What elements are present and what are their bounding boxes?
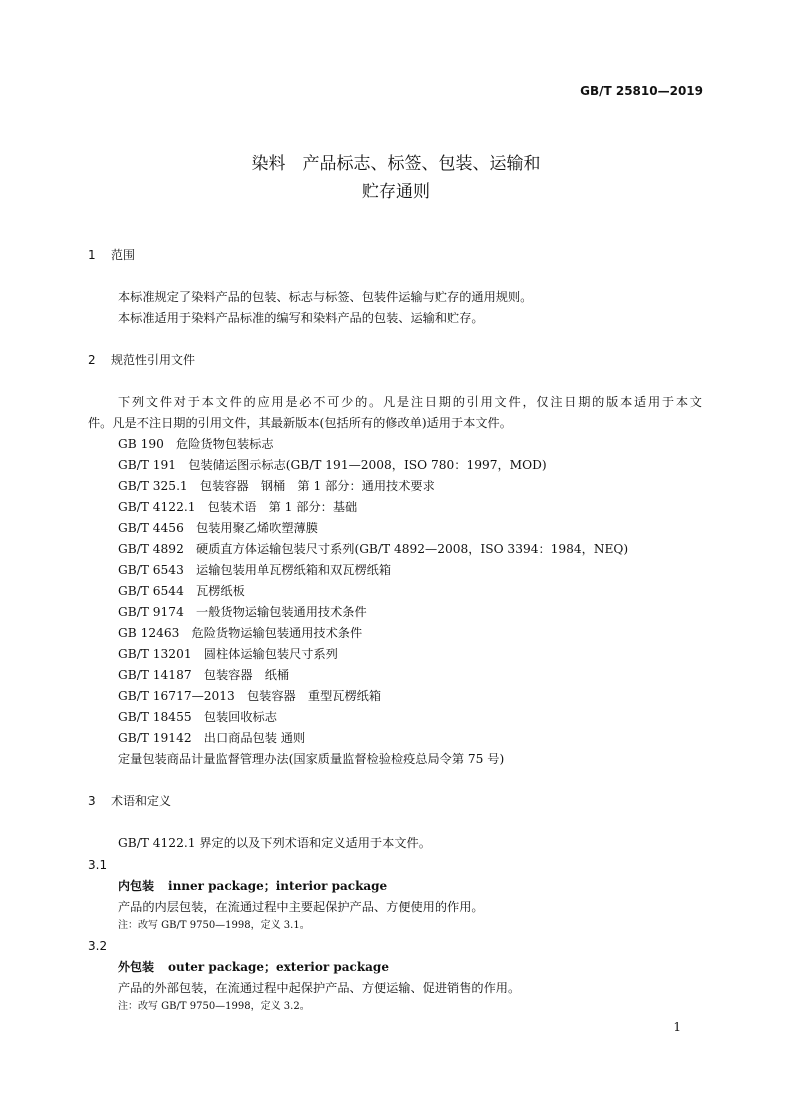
term-definition: 产品的内层包装，在流通过程中主要起保护产品、方便使用的作用。 (118, 900, 484, 914)
term-entry (118, 876, 387, 896)
page-number: 1 (673, 1020, 681, 1034)
term-note (118, 918, 310, 934)
reference-item: GB/T 18455 包装回收标志 (118, 710, 277, 724)
standard-number-header: GB/T 25810—2019 (580, 84, 703, 98)
terms-intro: GB/T 4122.1 界定的以及下列术语和定义适用于本文件。 (118, 836, 431, 850)
reference-item: GB/T 16717—2013 包装容器 重型瓦楞纸箱 (118, 689, 382, 703)
section-number: 3 (88, 794, 96, 808)
note-label: 注： (118, 920, 138, 931)
note-text: 改写 GB/T 9750—1998，定义 3.2。 (138, 1001, 310, 1012)
reference-item: GB/T 4122.1 包装术语 第 1 部分：基础 (118, 500, 358, 514)
note-text: 改写 GB/T 9750—1998，定义 3.1。 (138, 920, 310, 931)
scope-paragraph: 本标准规定了染料产品的包装、标志与标签、包装件运输与贮存的通用规则。 (118, 290, 533, 304)
references-intro-line: 下列文件对于本文件的应用是必不可少的。凡是注日期的引用文件，仅注日期的版本适用于本文 (118, 395, 702, 409)
term-english: inner package；interior package (168, 879, 388, 893)
reference-item: GB 190 危险货物包装标志 (118, 437, 274, 451)
scope-paragraph: 本标准适用于染料产品标准的编写和染料产品的包装、运输和贮存。 (118, 311, 484, 325)
section-number: 2 (88, 353, 96, 367)
reference-item: GB/T 325.1 包装容器 钢桶 第 1 部分：通用技术要求 (118, 479, 435, 493)
document-title-line-1: 染料 产品标志、标签、包装、运输和 (251, 154, 541, 174)
reference-item: GB/T 14187 包装容器 纸桶 (118, 668, 290, 682)
reference-item: GB/T 19142 出口商品包装 通则 (118, 731, 306, 745)
reference-item: GB 12463 危险货物运输包装通用技术条件 (118, 626, 363, 640)
term-number: 3.1 (88, 858, 108, 872)
term-entry (118, 957, 389, 977)
section-heading-scope (88, 246, 135, 264)
section-heading-normative-references (88, 351, 195, 369)
reference-item: GB/T 13201 圆柱体运输包装尺寸系列 (118, 647, 338, 661)
section-heading-terms-definitions (88, 792, 171, 810)
section-title: 规范性引用文件 (111, 353, 196, 367)
term-number: 3.2 (88, 939, 108, 953)
reference-item: GB/T 6544 瓦楞纸板 (118, 584, 245, 598)
term-chinese: 内包装 (118, 879, 155, 893)
section-number: 1 (88, 248, 96, 262)
references-intro-line: 件。凡是不注日期的引用文件，其最新版本(包括所有的修改单)适用于本文件。 (88, 416, 512, 430)
reference-item: GB/T 4892 硬质直方体运输包装尺寸系列(GB/T 4892—2008，ISO 3394：1984，NEQ) (118, 542, 629, 556)
reference-item: GB/T 6543 运输包装用单瓦楞纸箱和双瓦楞纸箱 (118, 563, 392, 577)
term-chinese: 外包装 (118, 960, 155, 974)
term-note (118, 999, 310, 1015)
document-title-line-2: 贮存通则 (362, 182, 430, 202)
note-label: 注： (118, 1001, 138, 1012)
reference-item: GB/T 4456 包装用聚乙烯吹塑薄膜 (118, 521, 318, 535)
term-english: outer package；exterior package (168, 960, 389, 974)
reference-item: GB/T 191 包装储运图示标志(GB/T 191—2008，ISO 780：1997，MOD) (118, 458, 547, 472)
section-title: 范围 (111, 248, 136, 262)
reference-item: GB/T 9174 一般货物运输包装通用技术条件 (118, 605, 367, 619)
term-definition: 产品的外部包装，在流通过程中起保护产品、方便运输、促进销售的作用。 (118, 981, 521, 995)
section-title: 术语和定义 (111, 794, 172, 808)
reference-item: 定量包装商品计量监督管理办法(国家质量监督检验检疫总局令第 75 号) (118, 752, 505, 766)
